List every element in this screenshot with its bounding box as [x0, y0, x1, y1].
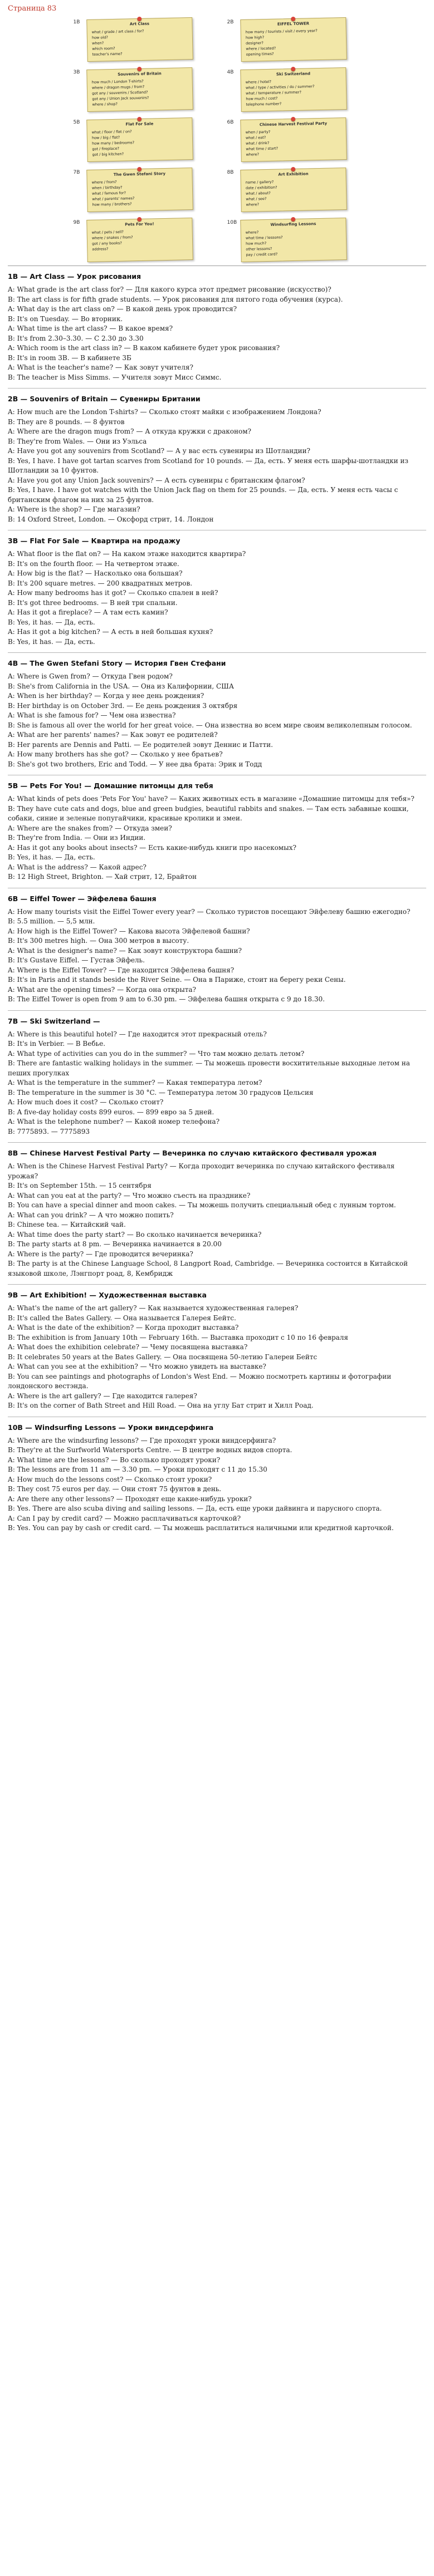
dialogue-line: A: What are her parents' names? — Как зовут ее родителей?	[8, 731, 218, 739]
card-line: where / dragon mugs / from?	[91, 84, 144, 90]
dialogue-section	[8, 536, 426, 647]
card-line: what / temperature / summer?	[245, 90, 301, 96]
dialogue-line: B: It's in room 3B. — В кабинете 3Б	[8, 353, 131, 362]
dialogue-line: B: Yes, it has. — Да, есть.	[8, 618, 95, 626]
dialogue-line: A: How much does it cost? — Сколько стоит?	[8, 1098, 164, 1106]
card-line: where?	[245, 152, 259, 157]
page-label: Страница 83	[8, 4, 57, 13]
card-line: how many / bedrooms?	[91, 140, 134, 146]
prompt-card	[240, 67, 347, 112]
dialogue-line: B: Yes, it has. — Да, есть.	[8, 637, 95, 646]
dialogue-line: B: They have cute cats and dogs, blue and green budgies, beautiful rabbits and snakes. — Там есть забавные кошки, собаки, синие и зеленые попугайчики, красивые кролики и змеи.	[8, 804, 409, 822]
card-line: how much / London T-shirts?	[91, 78, 144, 85]
card-line: what / parents' names?	[91, 196, 135, 201]
dialogue-line: A: Have you got any souvenirs from Scotland? — А у вас есть сувениры из Шотландии?	[8, 447, 310, 455]
dialogue-line: B: Yes, I have. I have got tartan scarves from Scotland for 10 pounds. — Да, есть. У меня есть шарфы-шотландки из Шотландии за 10 фунтов.	[8, 456, 408, 474]
dialogue-section	[8, 781, 426, 882]
dialogue-line: A: Has it got any books about insects? — Есть какие-нибудь книги про насекомых?	[8, 843, 296, 852]
dialogue-line: B: The party is at the Chinese Language School, 8 Langport Road, Cambridge. — Вечеринка состоится в Китайской языковой школе, Лэнгпорт роад, 8, Кембридж	[8, 1260, 408, 1277]
dialogue-line: A: What day is the art class on? — В какой день урок проводится?	[8, 305, 237, 313]
section-title: 7B — Ski Switzerland —	[8, 1016, 100, 1025]
card-line: name / gallery?	[245, 179, 274, 185]
card-line: where / from?	[91, 179, 117, 185]
card-line: where / hotel?	[245, 79, 271, 85]
card-line: what time / start?	[245, 146, 278, 151]
card-grid	[8, 18, 426, 261]
card-number: 4B	[227, 70, 234, 75]
dialogue-line: A: Where is the party? — Где проводится вечеринка?	[8, 1250, 193, 1258]
dialogue-line: B: She's from California in the USA. — Она из Калифорнии, США	[8, 682, 234, 690]
card-number: 7B	[73, 170, 80, 175]
card-line: what / drink?	[245, 140, 269, 146]
prompt-card	[240, 117, 347, 162]
pin-icon	[291, 167, 295, 171]
dialogue-line: A: What time is the art class? — В какое время?	[8, 325, 173, 332]
dialogue-line: B: It's 200 square metres. — 200 квадратных метров.	[8, 579, 193, 587]
dialogue-line: A: Where is the Eiffel Tower? — Где находится Эйфелева башня?	[8, 966, 235, 974]
dialogue-line: B: The exhibition is from January 10th — February 16th. — Выставка проходит с 10 по 16 февраля	[8, 1333, 348, 1341]
card-cell	[227, 169, 361, 211]
card-line: where / snakes / from?	[91, 235, 133, 240]
card-line: got any / souvenirs / Scotland?	[91, 90, 148, 96]
dialogue-line: B: It's got three bedrooms. — В ней три спальни.	[8, 598, 178, 607]
card-cell	[74, 68, 207, 111]
dialogue-line: B: Yes, I have. I have got watches with the Union Jack flag on them for 25 pounds. — Да, есть. У меня есть часы с британским флагом на них за 25 фунтов.	[8, 486, 398, 504]
card-line: got / big kitchen?	[91, 151, 124, 157]
dialogue-line: A: What can you eat at the party? — Что можно съесть на празднике?	[8, 1191, 251, 1199]
pin-icon	[137, 117, 142, 121]
card-line: got any / Union Jack souvenirs?	[91, 95, 149, 101]
dialogue-line: A: What is the date of the exhibition? — Когда проходит выставка?	[8, 1324, 239, 1331]
section-title: 4B — The Gwen Stefani Story — История Гвен Стефани	[8, 659, 226, 667]
card-title: Ski Switzerland	[276, 71, 310, 77]
dialogue-line: B: You can see paintings and photographs of London's West End. — Можно посмотреть картины и фотографии лондонского вестэнда.	[8, 1372, 392, 1390]
section-title: 5B — Pets For You! — Домашние питомцы для тебя	[8, 781, 213, 790]
card-line: got / any books?	[91, 240, 122, 246]
dialogue-line: A: Where are the windsurfing lessons? — Где проходят уроки виндсерфинга?	[8, 1436, 276, 1444]
dialogue-line: B: She's got two brothers, Eric and Todd. — У нее два брата: Эрик и Тодд	[8, 760, 262, 768]
prompt-card	[86, 218, 193, 262]
dialogue-line: B: It celebrates 50 years at the Bates Gallery. — Она посвящена 50-летию Галереи Бейтс	[8, 1353, 318, 1361]
dialogue-section	[8, 1016, 426, 1137]
card-line: pay / credit card?	[245, 252, 277, 257]
dialogue-line: A: What time does the party start? — Во сколько начинается вечеринка?	[8, 1230, 262, 1238]
dialogue-line: B: 14 Oxford Street, London. — Оксфорд стрит, 14. Лондон	[8, 515, 214, 523]
dialogue-line: A: What is the designer's name? — Как зовут конструктора башни?	[8, 946, 242, 955]
dialogue-line: B: The lessons are from 11 am — 3.30 pm. — Уроки проходят с 11 до 15.30	[8, 1466, 267, 1473]
dialogue-line: A: What floor is the flat on? — На каком этаже находится квартира?	[8, 550, 246, 558]
card-cell	[227, 18, 361, 61]
dialogue-line: A: What is the temperature in the summer? — Какая температура летом?	[8, 1079, 262, 1087]
dialogue-line: B: It's from 2.30–3.30. — С 2.30 до 3.30	[8, 334, 144, 342]
card-line: what / famous for?	[91, 190, 126, 196]
card-line: what / floor / flat / on?	[91, 129, 132, 135]
dialogue-section	[8, 272, 426, 382]
card-line: where?	[245, 202, 259, 207]
dialogue-section	[8, 658, 426, 769]
dialogue-line: B: They're from Wales. — Они из Уэльса	[8, 437, 147, 445]
dialogue-line: B: There are fantastic walking holidays in the summer. — Ты можешь провести восхитительные выходные летом на пеших прогулках	[8, 1059, 410, 1077]
card-title: Pets For You!	[124, 222, 154, 227]
dialogue-line: B: It's on September 15th. — 15 сентября	[8, 1182, 152, 1189]
dialogue-line: A: What does the exhibition celebrate? — Чему посвящена выставка?	[8, 1343, 248, 1351]
dialogue-line: A: How many bedrooms has it got? — Сколько спален в ней?	[8, 589, 218, 597]
card-line: opening times?	[245, 51, 274, 57]
dialogue-line: A: How much are the London T-shirts? — Сколько стоят майки с изображением Лондона?	[8, 408, 321, 416]
dialogue-line: A: Where are the dragon mugs from? — А откуда кружки с драконом?	[8, 427, 251, 435]
prompt-card	[240, 168, 347, 212]
dialogue-line: B: Yes. You can pay by cash or credit card. — Ты можешь расплатиться наличными или кредитной карточкой.	[8, 1524, 394, 1532]
pin-icon	[137, 17, 142, 21]
card-line: date / exhibition?	[245, 185, 277, 190]
section-title: 10B — Windsurfing Lessons — Уроки виндсерфинга	[8, 1423, 214, 1432]
dialogue-line: A: What type of activities can you do in the summer? — Что там можно делать летом?	[8, 1049, 305, 1058]
card-cell	[227, 119, 361, 161]
section-divider	[8, 388, 426, 389]
card-cell	[74, 119, 207, 161]
dialogue-line: A: How many brothers has she got? — Сколько у нее братьев?	[8, 750, 223, 758]
dialogue-line: A: What can you drink? — А что можно попить?	[8, 1211, 174, 1219]
card-line: what / grade / art class / for?	[91, 28, 144, 35]
dialogue-line: A: Have you got any Union Jack souvenirs? — А есть сувениры с британским флагом?	[8, 476, 305, 484]
card-cell	[227, 68, 361, 111]
dialogue-line: A: Where are the snakes from? — Откуда змеи?	[8, 824, 172, 832]
card-line: what / eat?	[245, 135, 266, 140]
card-number: 2B	[227, 19, 234, 25]
dialogue-line: A: When is her birthday? — Когда у нее день рождения?	[8, 692, 204, 700]
card-line: where / shop?	[91, 101, 118, 107]
card-line: how high?	[245, 35, 264, 40]
dialogue-line: A: Has it got a big kitchen? — А есть в ней большая кухня?	[8, 628, 213, 636]
dialogue-section	[8, 1290, 426, 1411]
dialogue-line: B: Yes, it has. — Да, есть.	[8, 853, 95, 861]
dialogue-line: B: A five-day holiday costs 899 euros. — 899 евро за 5 дней.	[8, 1108, 214, 1116]
dialogue-line: A: Where is the art gallery? — Где находится галерея?	[8, 1392, 197, 1400]
pin-icon	[137, 217, 142, 222]
prompt-card	[86, 168, 193, 212]
card-title: The Gwen Stefani Story	[113, 171, 165, 177]
dialogue-line: A: What grade is the art class for? — Для какого курса этот предмет рисование (искусство)?	[8, 286, 331, 293]
dialogue-line: B: It's Gustave Eiffel. — Густав Эйфель.	[8, 956, 145, 964]
card-line: how old?	[91, 35, 108, 40]
dialogue-line: A: What can you see at the exhibition? — Что можно увидеть на выставке?	[8, 1363, 266, 1370]
card-title: EIFFEL TOWER	[277, 21, 309, 27]
card-number: 8B	[227, 170, 234, 175]
pin-icon	[291, 17, 295, 21]
dialogue-line: A: What is the telephone number? — Какой номер телефона?	[8, 1118, 220, 1125]
prompt-card	[86, 67, 193, 112]
card-line: how / big / flat?	[91, 135, 120, 140]
dialogue-line: B: They're from India. — Они из Индии.	[8, 834, 146, 842]
section-title: 6B — Eiffel Tower — Эйфелева башня	[8, 894, 157, 903]
dialogue-line: B: It's on the corner of Bath Street and Hill Road. — Она на углу Бат стрит и Хилл Роад.	[8, 1402, 314, 1409]
dialogue-line: A: Which room is the art class in? — В каком кабинете будет урок рисования?	[8, 344, 280, 352]
card-line: where?	[245, 230, 259, 235]
card-line: other lessons?	[245, 246, 272, 252]
card-line: where / located?	[245, 46, 276, 51]
section-divider	[8, 1010, 426, 1011]
dialogue-line: B: Her parents are Dennis and Patti. — Ее родителей зовут Деннис и Патти.	[8, 740, 273, 749]
dialogue-line: A: What are the opening times? — Когда она открыта?	[8, 985, 196, 994]
pin-icon	[291, 67, 295, 71]
card-line: when / party?	[245, 129, 270, 135]
dialogue-line: B: Her birthday is on October 3rd. — Ее день рождения 3 октября	[8, 701, 238, 710]
card-cell	[74, 219, 207, 261]
section-divider	[8, 1284, 426, 1285]
pin-icon	[291, 117, 295, 121]
dialogue-line: B: It's in Paris and it stands beside the River Seine. — Она в Париже, стоит на берегу реки Сены.	[8, 976, 346, 984]
dialogue-line: A: How big is the flat? — Насколько она большая?	[8, 569, 183, 577]
card-cell	[74, 169, 207, 211]
card-line: what / type / activities / do / summer?	[245, 84, 314, 90]
dialogue-line: B: 12 High Street, Brighton. — Хай стрит, 12, Брайтон	[8, 873, 197, 881]
card-title: Flat For Sale	[125, 121, 153, 127]
dialogue-line: A: Where is the shop? — Где магазин?	[8, 505, 140, 513]
dialogue-line: A: What time are the lessons? — Во сколько проходят уроки?	[8, 1456, 221, 1464]
dialogue-line: B: You can have a special dinner and moon cakes. — Ты можешь получить специальный обед с лунным тортом.	[8, 1201, 396, 1209]
card-line: how many / brothers?	[91, 201, 132, 207]
dialogue-line: A: When is the Chinese Harvest Festival Party? — Когда проходит вечеринка по случаю китайского фестиваля урожая?	[8, 1162, 395, 1180]
card-line: address?	[91, 247, 108, 252]
card-cell	[227, 219, 361, 261]
card-line: telephone number?	[245, 101, 281, 107]
dialogue-line: B: The party starts at 8 pm. — Вечеринка начинается в 20.00	[8, 1240, 222, 1248]
card-title: Art Exhibition	[277, 171, 309, 177]
card-line: which room?	[91, 46, 115, 51]
section-title: 9B — Art Exhibition! — Художественная выставка	[8, 1291, 207, 1299]
dialogue-line: B: It's on Tuesday. — Во вторник.	[8, 314, 123, 323]
dialogue-section	[8, 1423, 426, 1533]
prompt-card	[240, 218, 347, 262]
dialogue-line: B: It's called the Bates Gallery. — Она называется Галерея Бейтс.	[8, 1314, 236, 1322]
prompt-card	[240, 17, 347, 62]
card-number: 5B	[73, 120, 80, 125]
card-line: what / see?	[245, 196, 267, 201]
dialogue-line: A: Are there any other lessons? — Проходят еще какие-нибудь уроки?	[8, 1495, 252, 1503]
dialogue-line: B: It's 300 metres high. — Она 300 метров в высоту.	[8, 937, 189, 945]
section-title: 3B — Flat For Sale — Квартира на продажу	[8, 537, 181, 545]
dialogue-line: A: How many tourists visit the Eiffel Tower every year? — Сколько туристов посещают Эйфелеву башню ежегодно?	[8, 907, 411, 916]
dialogue-line: A: What is she famous for? — Чем она известна?	[8, 711, 176, 719]
dialogue-line: B: Chinese tea. — Китайский чай.	[8, 1221, 126, 1228]
dialogue-line: B: Yes. There are also scuba diving and sailing lessons. — Да, есть еще уроки дайвинга и парусного спорта.	[8, 1505, 382, 1512]
dialogue-section	[8, 1148, 426, 1279]
dialogue-line: B: They cost 75 euros per day. — Они стоят 75 фунтов в день.	[8, 1485, 222, 1493]
pin-icon	[137, 167, 142, 171]
dialogue-line: A: Has it got a fireplace? — А там есть камин?	[8, 608, 168, 616]
card-title: Souvenirs of Britain	[117, 71, 162, 77]
dialogue-section	[8, 394, 426, 524]
card-number: 3B	[73, 70, 80, 75]
dialogue-line: A: How much do the lessons cost? — Сколько стоят уроки?	[8, 1475, 212, 1483]
card-title: Windsurfing Lessons	[270, 222, 316, 227]
card-line: how much?	[245, 241, 266, 246]
dialogue-line: B: The teacher is Miss Simms. — Учителя зовут Мисс Симмс.	[8, 373, 222, 381]
card-number: 10B	[227, 220, 237, 225]
card-title: Chinese Harvest Festival Party	[259, 121, 327, 127]
card-line: what / pets / sell?	[91, 229, 124, 235]
section-title: 8B — Chinese Harvest Festival Party — Вечеринка по случаю китайского фестиваля урожая	[8, 1149, 377, 1157]
dialogue-line: A: What's the name of the art gallery? — Как называется художественная галерея?	[8, 1304, 299, 1312]
dialogue-line: A: Where is this beautiful hotel? — Где находится этот прекрасный отель?	[8, 1030, 267, 1038]
card-number: 9B	[73, 220, 80, 225]
dialogue-line: A: Where is Gwen from? — Откуда Гвен родом?	[8, 672, 173, 680]
dialogue-line: B: 7775893. — 7775893	[8, 1127, 90, 1135]
card-cell	[74, 18, 207, 61]
section-divider	[8, 652, 426, 653]
dialogue-line: B: The temperature in the summer is 30 °C. — Температура летом 30 градусов Цельсия	[8, 1088, 314, 1097]
pin-icon	[291, 217, 295, 222]
dialogue-line: B: 5.5 million. — 5,5 млн.	[8, 917, 95, 925]
dialogue-line: A: What kinds of pets does 'Pets For You' have? — Каких животных есть в магазине «Домашние питомцы для тебя»?	[8, 795, 415, 803]
dialogue-line: B: They are 8 pounds. — 8 фунтов	[8, 417, 125, 426]
prompt-card	[86, 17, 193, 62]
dialogue-line: B: It's in Verbier. — В Вебье.	[8, 1040, 106, 1048]
dialogue-line: B: She is famous all over the world for her great voice. — Она известна во всем мире своим великолепным голосом.	[8, 721, 412, 729]
dialogue-line: A: Can I pay by credit card? — Можно расплачиваться карточкой?	[8, 1514, 241, 1522]
card-number: 6B	[227, 120, 234, 125]
dialogue-section	[8, 894, 426, 1005]
section-title: 2B — Souvenirs of Britain — Сувениры Британии	[8, 395, 201, 403]
card-line: when / birthday?	[91, 185, 123, 190]
card-line: when?	[91, 41, 104, 46]
section-divider	[8, 1142, 426, 1143]
dialogue-line: A: How high is the Eiffel Tower? — Какова высота Эйфелевой башни?	[8, 927, 250, 935]
dialogue-line: B: The art class is for fifth grade students. — Урок рисования для пятого года обучения (курса).	[8, 295, 343, 303]
card-number: 1B	[73, 19, 80, 25]
card-line: how many / tourists / visit / every year?	[245, 28, 318, 35]
dialogue-line: B: It's on the fourth floor. — На четвертом этаже.	[8, 559, 179, 568]
card-line: what / about?	[245, 190, 271, 196]
card-line: teacher's name?	[91, 51, 123, 57]
dialogue-line: A: What is the address? — Какой адрес?	[8, 863, 147, 871]
card-line: designer?	[245, 41, 264, 46]
card-line: how much / cost?	[245, 96, 277, 101]
dialogue-line: B: They're at the Surfworld Watersports Centre. — В центре водных видов спорта.	[8, 1446, 292, 1454]
card-line: what time / lessons?	[245, 235, 283, 240]
dialogue-sections	[8, 272, 426, 1533]
card-title: Art Class	[129, 21, 149, 27]
card-line: got / fireplace?	[91, 146, 119, 151]
dialogue-line: B: The Eiffel Tower is open from 9 am to 6.30 pm. — Эйфелева башня открыта с 9 до 18.30.	[8, 995, 325, 1003]
dialogue-line: A: What is the teacher's name? — Как зовут учителя?	[8, 363, 193, 371]
prompt-card	[86, 117, 193, 162]
pin-icon	[137, 67, 142, 71]
section-title: 1B — Art Class — Урок рисования	[8, 272, 142, 281]
